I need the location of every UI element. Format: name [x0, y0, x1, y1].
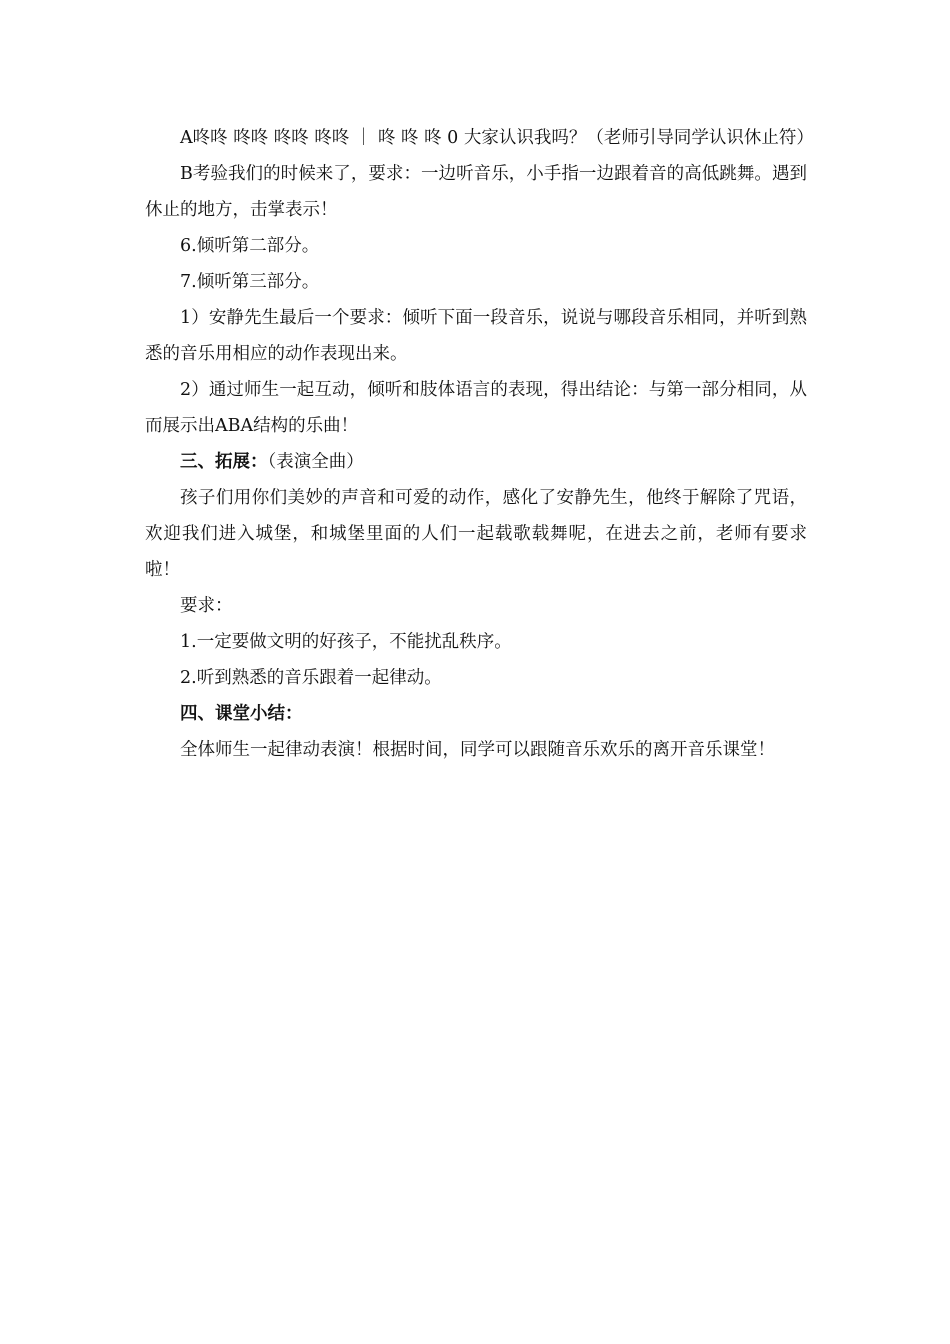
document-page [145, 120, 814, 768]
paragraph-requirement-2: 2.听到熟悉的音乐跟着一起律动。 [180, 668, 442, 688]
paragraph-substep-2: 2）通过师生一起互动，倾听和肢体语言的表现，得出结论：与第一部分相同，从而展示出ABA结构的乐曲！ [145, 380, 807, 436]
paragraph-step-6: 6.倾听第二部分。 [180, 236, 320, 256]
paragraph-rhythm-b: B考验我们的时候来了，要求：一边听音乐，小手指一边跟着音的高低跳舞。遇到休止的地方，击掌表示！ [145, 164, 807, 220]
paragraph-substep-1: 1）安静先生最后一个要求：倾听下面一段音乐，说说与哪段音乐相同，并听到熟悉的音乐用相应的动作表现出来。 [145, 308, 807, 364]
section-note-extension: （表演全曲） [267, 452, 364, 472]
section-heading-extension [145, 444, 807, 480]
paragraph-rhythm-a: A咚咚 咚咚 咚咚 咚咚 ｜ 咚 咚 咚 0 大家认识我吗？（老师引导同学认识休止符） [180, 128, 814, 148]
paragraph-requirement-1: 1.一定要做文明的好孩子，不能扰乱秩序。 [180, 632, 512, 652]
section-heading-summary: 四、课堂小结： [180, 704, 303, 724]
paragraph-extension-intro: 孩子们用你们美妙的声音和可爱的动作，感化了安静先生，他终于解除了咒语，欢迎我们进入城堡，和城堡里面的人们一起载歌载舞呢，在进去之前，老师有要求啦！ [145, 488, 807, 580]
paragraph-summary: 全体师生一起律动表演！根据时间，同学可以跟随音乐欢乐的离开音乐课堂！ [180, 740, 775, 760]
section-title-extension: 三、拓展： [180, 452, 268, 472]
paragraph-step-7: 7.倾听第三部分。 [180, 272, 320, 292]
paragraph-requirements-label: 要求： [180, 596, 233, 616]
